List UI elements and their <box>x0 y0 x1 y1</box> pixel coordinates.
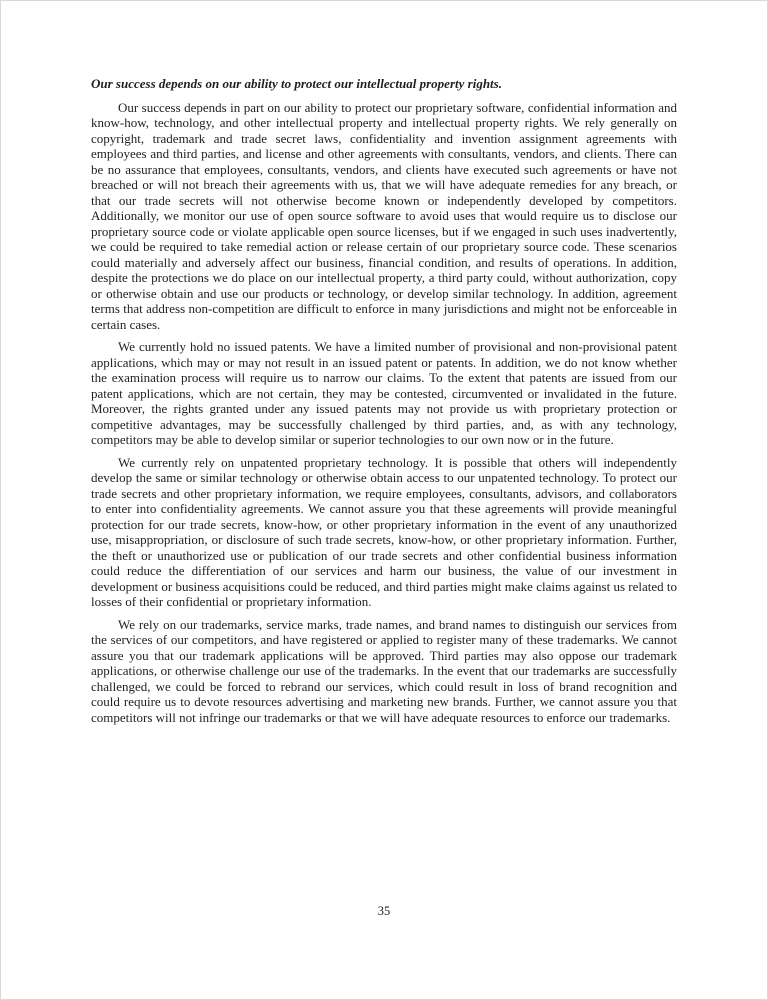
paragraph-trade-secrets: We currently rely on unpatented proprietary technology. It is possible that others will independently develop the same or similar technology or otherwise obtain access to our unpatented technology. To protect our trade secrets and other proprietary information, we require employees, consultants, advisors, and collaborators to enter into confidentiality agreements. We cannot assure you that these agreements will provide meaningful protection for our trade secrets, know-how, or other proprietary information in the event of any unauthorized use, misappropriation, or disclosure of such trade secrets, know-how, or other proprietary information. Further, the theft or unauthorized use or publication of our trade secrets and other confidential business information could reduce the differentiation of our services and harm our business, the value of our investment in development or business acquisitions could be reduced, and third parties might make claims against us related to losses of their confidential or proprietary information. <box>91 454 677 609</box>
paragraph-ip-protection: Our success depends in part on our ability to protect our proprietary software, confidential information and know-how, technology, and other intellectual property and intellectual property rights. We rely generally on copyright, trademark and trade secret laws, confidentiality and invention assignment agreements with employees and third parties, and license and other agreements with consultants, vendors, and clients. There can be no assurance that employees, consultants, vendors, and clients have executed such agreements or have not breached or will not breach their agreements with us, that we will have adequate remedies for any breach, or that our trade secrets will not otherwise become known or independently developed by competitors. Additionally, we monitor our use of open source software to avoid uses that would require us to disclose our proprietary source code or violate applicable open source licenses, but if we engaged in such uses inadvertently, we could be required to take remedial action or release certain of our proprietary source code. These scenarios could materially and adversely affect our business, financial condition, and results of operations. In addition, despite the protections we do place on our intellectual property, a third party could, without authorization, copy or otherwise obtain and use our products or technology, or develop similar technology. In addition, agreement terms that address non-competition are difficult to enforce in many jurisdictions and might not be enforceable in certain cases. <box>91 99 677 332</box>
paragraph-trademarks: We rely on our trademarks, service marks, trade names, and brand names to distinguish our services from the services of our competitors, and have registered or applied to register many of these trademarks. We cannot assure you that our trademark applications will be approved. Third parties may also oppose our trademark applications, or otherwise challenge our use of the trademarks. In the event that our trademarks are successfully challenged, we could be forced to rebrand our services, which could result in loss of brand recognition and could require us to devote resources advertising and marketing new brands. Further, we cannot assure you that competitors will not infringe our trademarks or that we will have adequate resources to enforce our trademarks. <box>91 616 677 725</box>
section-heading: Our success depends on our ability to protect our intellectual property rights. <box>91 76 502 91</box>
page-number: 35 <box>377 904 391 918</box>
paragraph-patents: We currently hold no issued patents. We have a limited number of provisional and non-provisional patent applications, which may or may not result in an issued patent or patents. In addition, we do not know whether the examination process will require us to narrow our claims. To the extent that patents are issued from our patent applications, which are not certain, they may be contested, circumvented or invalidated in the future. Moreover, the rights granted under any issued patents may not provide us with proprietary protection or competitive advantages, may be successfully challenged by third parties, and, as with any technology, competitors may be able to develop similar or superior technologies to our own now or in the future. <box>91 339 677 447</box>
